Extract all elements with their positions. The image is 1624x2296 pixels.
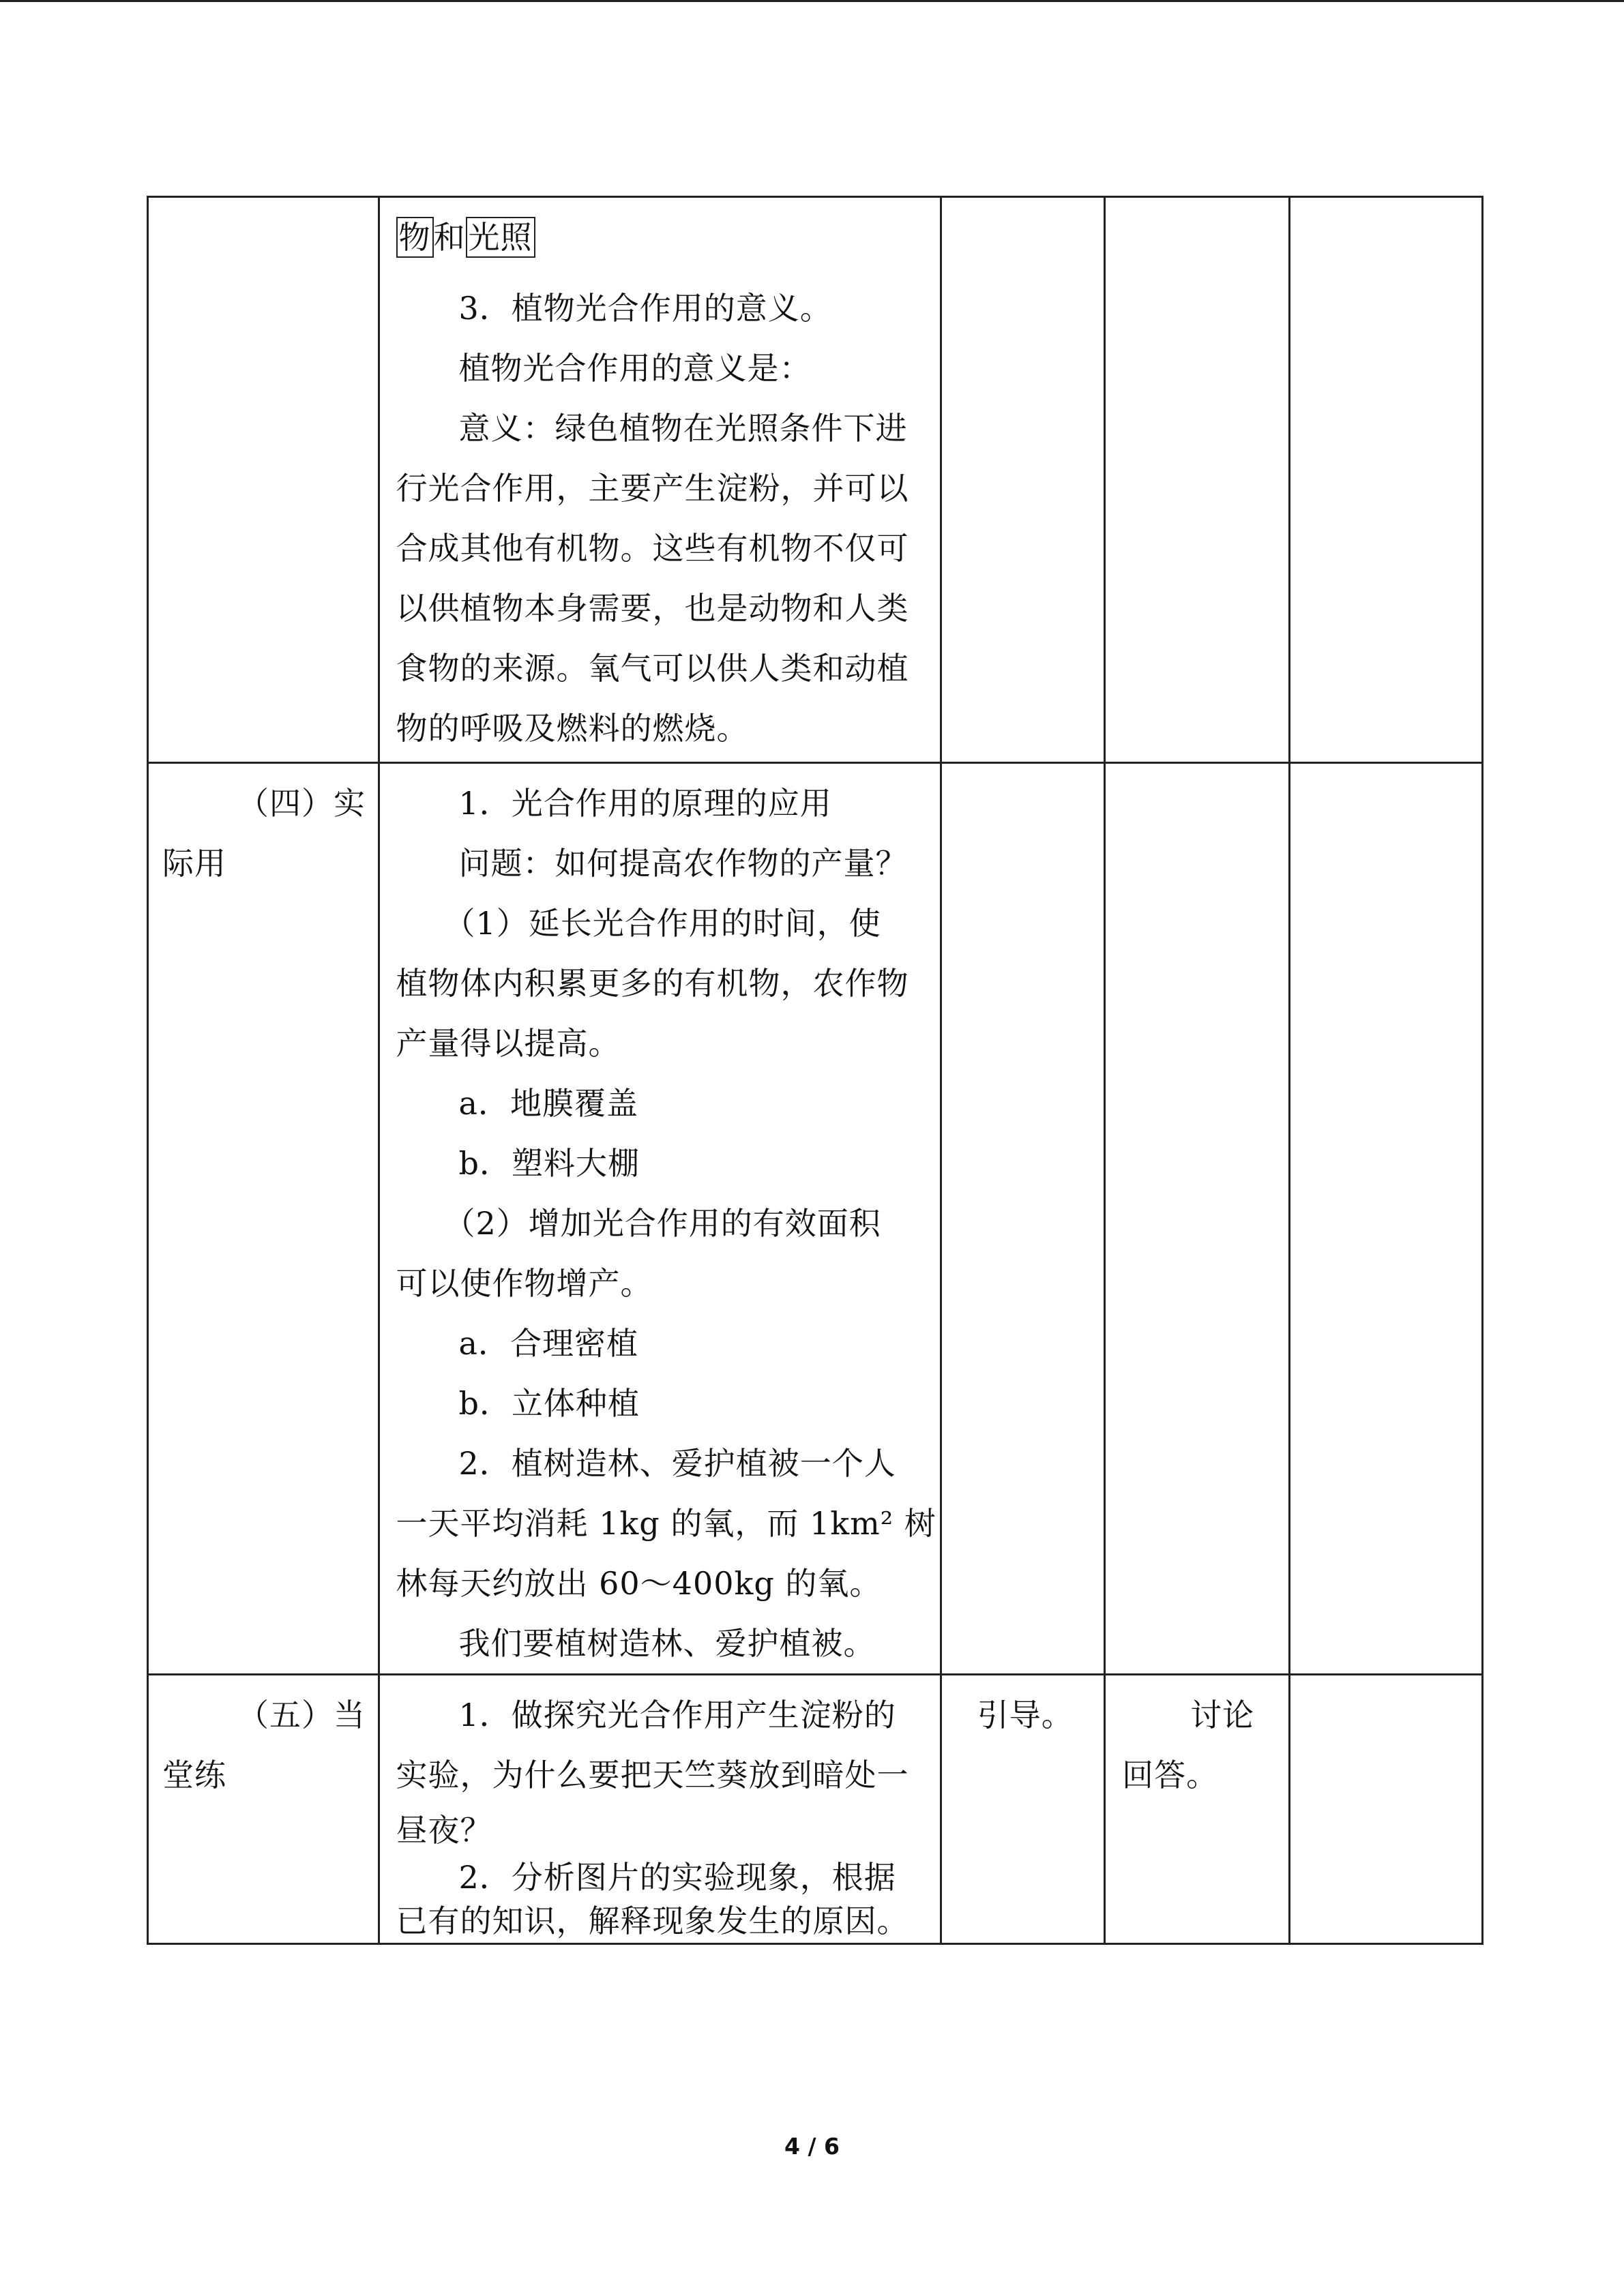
content-line: 已有的知识，解释现象发生的原因。 [396, 1903, 909, 1939]
student-activity: 讨论 [1190, 1697, 1255, 1733]
content-line: 问题：如何提高农作物的产量？ [458, 845, 908, 882]
content-line: 昼夜？ [396, 1812, 492, 1849]
content-line: 林每天约放出 60～400kg 的氧。 [396, 1565, 882, 1602]
teacher-activity: 引导。 [977, 1697, 1074, 1733]
stage-cell [148, 1675, 379, 1944]
content-line: 植物体内积累更多的有机物，农作物 [396, 965, 909, 1002]
teacher-cell [941, 197, 1104, 763]
content-line: 2．分析图片的实验现象，根据 [458, 1859, 896, 1896]
continued-line [396, 207, 924, 267]
content-line: 3．植物光合作用的意义。 [458, 290, 832, 327]
note-cell [1289, 197, 1482, 763]
lesson-plan-table [147, 196, 1483, 1945]
student-cell [1105, 197, 1289, 763]
connector-text: 和 [433, 219, 466, 256]
content-line: 植物光合作用的意义是： [458, 350, 812, 387]
content-line: （1）延长光合作用的时间，使 [443, 905, 881, 942]
boxed-answer: 物 [396, 217, 434, 258]
stage-cell [148, 763, 379, 1675]
content-line: b．立体种植 [458, 1385, 640, 1422]
content-line: 2．植树造林、爱护植被一个人 [458, 1445, 896, 1482]
student-activity-cont: 回答。 [1122, 1757, 1219, 1793]
note-cell [1289, 763, 1482, 1675]
content-line: 1．做探究光合作用产生淀粉的 [458, 1697, 896, 1733]
stage-cell [148, 197, 379, 763]
content-line: a．合理密植 [458, 1325, 638, 1362]
table-row [148, 1675, 1483, 1944]
content-line: a．地膜覆盖 [458, 1085, 638, 1122]
page-top-rule [0, 0, 1624, 2]
content-line: 合成其他有机物。这些有机物不仅可 [396, 530, 909, 567]
content-line: 1．光合作用的原理的应用 [458, 785, 832, 822]
table-row [148, 763, 1483, 1675]
stage-label: （五）当 [237, 1697, 366, 1733]
content-cell [379, 763, 941, 1675]
content-cell [379, 1675, 941, 1944]
student-cell [1105, 1675, 1289, 1944]
table-row [148, 197, 1483, 763]
content-line: 实验，为什么要把天竺葵放到暗处一 [396, 1757, 909, 1793]
boxed-answer: 光照 [466, 217, 535, 258]
stage-label-cont: 际用 [162, 845, 226, 882]
content-line: 我们要植树造林、爱护植被。 [458, 1625, 876, 1662]
content-line: 一天平均消耗 1kg 的氧，而 1km² 树 [396, 1505, 936, 1542]
content-line: 以供植物本身需要，也是动物和人类 [396, 590, 909, 627]
content-line: 可以使作物增产。 [396, 1265, 653, 1302]
stage-label-cont: 堂练 [162, 1757, 226, 1793]
student-cell [1105, 763, 1289, 1675]
teacher-cell [941, 1675, 1104, 1944]
content-line: 食物的来源。氧气可以供人类和动植 [396, 650, 909, 687]
content-line: （2）增加光合作用的有效面积 [443, 1205, 881, 1242]
note-cell [1289, 1675, 1482, 1944]
page-number: 4 / 6 [784, 2133, 840, 2160]
teacher-cell [941, 763, 1104, 1675]
content-line: 物的呼吸及燃料的燃烧。 [396, 710, 749, 747]
content-line: 意义：绿色植物在光照条件下进 [458, 410, 908, 447]
content-line: 产量得以提高。 [396, 1025, 621, 1062]
content-line: 行光合作用，主要产生淀粉，并可以 [396, 470, 909, 507]
content-line: b．塑料大棚 [458, 1145, 640, 1182]
stage-label: （四）实 [237, 785, 366, 822]
content-cell [379, 197, 941, 763]
